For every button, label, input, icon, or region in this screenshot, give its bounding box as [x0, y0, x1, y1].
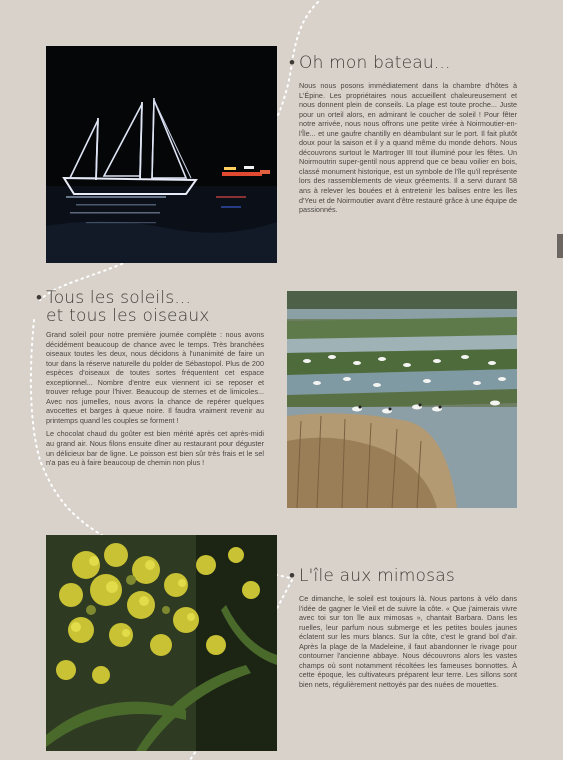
section-body-tous-les-soleils: [46, 330, 264, 472]
section-body-ile-aux-mimosas: [299, 594, 517, 693]
section-title-line2: et tous les oiseaux: [46, 306, 210, 326]
paragraph: Le chocolat chaud du goûter est bien mérité après cet après-midi au grand air. Nous filons ensuite dîner au restaurant pour déguster un délicieux bar de ligne. Le poisson est bien sûr très frais et le sel n'a pas eu à faire beaucoup de chemin non plus !: [46, 429, 264, 468]
bullet-icon: •: [289, 566, 296, 586]
section-heading-ile-aux-mimosas: [289, 567, 455, 585]
mimosa-photo: [46, 535, 277, 751]
marsh-birds-photo: [287, 291, 517, 508]
section-title: Tous les soleils...: [46, 288, 192, 308]
section-title: L'île aux mimosas: [299, 566, 455, 586]
bullet-icon: •: [36, 288, 43, 308]
section-heading-tous-les-soleils: [36, 289, 210, 325]
section-body-oh-mon-bateau: [299, 81, 517, 219]
paragraph: Nous nous posons immédiatement dans la chambre d'hôtes à L'Épine. Les propriétaires nous accueillent chaleureusement et nous donnent plein de conseils. La plage est toute proche... Juste pour un orteil alors, en admirant le coucher de soleil ! Pour fêter notre arrivée, nous nous offrons une petite virée à Noirmoutier-en-l'Île... et une gaufre chantilly en déambulant sur le port. Il fait plutôt doux pour la saison et il y a quand même du monde dehors. Nous découvrons surtout le Martroger III tout illuminé pour les fêtes. Un Noirmoutrin super-gentil nous apprend que ce beau voilier en bois, classé monument historique, est un symbole de l'île qu'il représente lors des rassemblements de vieux gréements. Il a servi durant 58 ans à relever les bouées et à entretenir les balises entre les îles d'Yeu et de Noirmoutier avant d'être restauré grâce à une équipe de passionnés.: [299, 81, 517, 215]
section-heading-oh-mon-bateau: [289, 54, 451, 72]
night-sailboat-photo: [46, 46, 277, 263]
section-title: Oh mon bateau...: [299, 53, 451, 73]
bullet-icon: •: [289, 53, 296, 73]
paragraph: Grand soleil pour notre première journée complète : nous avons décidément beaucoup de chance avec le temps. Très branchées oiseaux toutes les deux, nous décidons à l'unanimité de faire un tour dans la réserve naturelle du polder de Sébastopol. Plus de 200 espèces d'oiseaux de toutes sortes fréquentent cet espace exceptionnel... Nombre d'entre eux viennent ici se reposer et trouver refuge pour l'hiver. Beaucoup de sternes et de limicoles... Avec nos jumelles, nous avons la chance de repérer quelques avocettes et barges à queue noire. Il faudra vraiment revenir au printemps quand les couples se forment !: [46, 330, 264, 425]
paragraph: Ce dimanche, le soleil est toujours là. Nous partons à vélo dans l'idée de gagner le Vieil et de suivre la côte. « Que j'aimerais vivre avec toi sur ton île aux mimosas », chantait Barbara. Dans les ruelles, leur parfum nous submerge et les petites boules jaunes éclatent sur les murs blancs. Sur la côte, c'est le grand bol d'air. Après la plage de la Madeleine, il faut abandonner le rivage pour contourner l'ancienne abbaye. Nous découvrons alors les vastes champs où sont notamment récoltées les fameuses bonnottes. À cette époque, les cultivateurs préparent leur terre. Les sillons sont bien nets, régulièrement nettoyés par des nuées de mouettes.: [299, 594, 517, 689]
page-edge-tab: [557, 234, 563, 258]
